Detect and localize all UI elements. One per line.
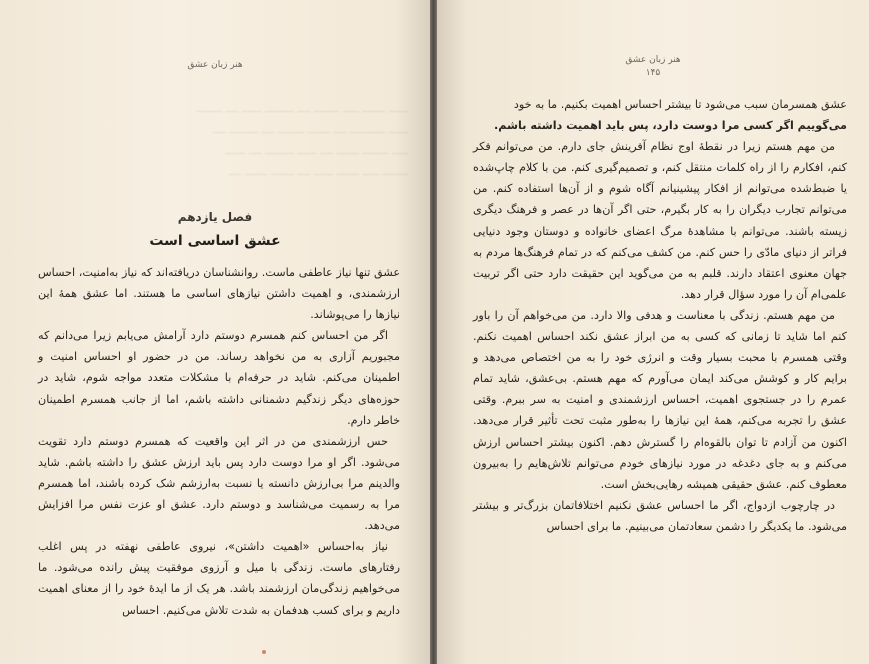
left-paragraph: نیاز به‌احساس «اهمیت داشتن»، نیروی عاطفی نهفته در پس اغلب رفتارهای ماست. زندگی با میل و آرزوی موفقیت پیش رانده می‌شود. ما می‌خواهیم زندگی‌مان ارزشمند باشد. هر یک از ما ایدهٔ خود را از معنای اهمیت داریم و برای کسب هدفمان به شدت تلاش می‌کنیم. احساس: [38, 540, 400, 617]
right-page: [437, 0, 869, 664]
chapter-title: عشق اساسی است: [149, 233, 281, 249]
right-paragraph: در چارچوب ازدواج، اگر ما احساس عشق نکنیم اختلافاتمان بزرگ‌تر و بیشتر می‌شود. ما یکدیگر را دشمن سعادتمان می‌بینیم. ما برای احساس: [473, 498, 847, 533]
left-paragraph: عشق تنها نیاز عاطفی ماست. روانشناسان دریافته‌اند که نیاز به‌امنیت، احساس ارزشمندی، و اهمیت داشتن نیازهای اساسی ما هستند. اما عشق همهٔ این نیازها را می‌پوشاند.: [38, 266, 400, 322]
left-running-head: هنر زبان عشق: [187, 60, 243, 70]
chapter-label: فصل یازدهم: [177, 210, 253, 224]
right-paragraph: من مهم هستم زیرا در نقطهٔ اوج نظام آفرینش جای دارم. من می‌توانم فکر کنم، افکارم را از راه کلمات منتقل کنم، و تصمیم‌گیری کنم. من با کلام چاپ‌شده یا ضبط‌شده می‌توانم از افکار پیشینیانم آگاه شوم و از آن‌ها استفاده کنم. من می‌توانم تجارب دیگران را به کار بگیرم، حتی اگر آن‌ها در عصر و فرهنگ دیگری زیسته باشند. می‌توانم با مشاهدهٔ مرگ اعضای خانواده و دوستان وجود دنیایی فراتر از دنیای مادّی را حس کنم. من کشف می‌کنم که در تمام فرهنگ‌ها مردم به جهان معنوی اعتقاد دارند. قلبم به من می‌گوید این حقیقت دارد حتی اگر تربیت علمی‌ام آن را مورد سؤال قرار دهد.: [473, 140, 847, 301]
left-body-text: [38, 262, 400, 621]
left-page: [0, 0, 430, 664]
right-body-text: [473, 94, 847, 537]
left-paragraph: حس ارزشمندی من در اثر این واقعیت که همسرم دوستم دارد تقویت می‌شود. اگر او مرا دوست دارد پس باید ارزش عشق را داشته باشم. شاید والدینم مرا بی‌ارزش دانسته یا نسبت به‌ارزشم شک کرده باشند، اما همسرم مرا به رسمیت می‌شناسد و دوستم دارد. عشق او عزت نفس مرا افزایش می‌دهد.: [38, 434, 400, 533]
show-through-text: ــــــ ـــــــ ـــــ ــــــــ ــــ ـــــــــ ــــــ ــــ ــــــــ ــــــ ـــــــــــ ــــ ـــــــ ــــــــ ــــ ـــــــــ ــــ ـــــ ــــــــ ـــــــ ــــ ــــــ ـــــــــ ــــ ــــــ ــــــــ ـــــ ـــــــ ــــــ ــــ ـــــــ ـــــــ ــــ: [196, 102, 408, 178]
book-gutter: [430, 0, 437, 664]
right-paragraph: من مهم هستم. زندگی با معناست و هدفی والا دارد. من می‌خواهم آن را باور کنم اما شاید تا زمانی که کسی به من ابراز عشق نکند احساس اهمیت نکنم. وقتی همسرم با محبت بسیار وقت و انرژی خود را به من اختصاص می‌دهد و برایم کار و کوشش می‌کند ایمان می‌آورم که مهم هستم. بی‌عشق، شاید تمام عمرم را در جستجوی اهمیت، احساس ارزشمندی و امنیت به سر ببرم. وقتی عشق را تجربه می‌کنم، همهٔ این نیازها را به‌طور مثبت تحت تأثیر قرار می‌دهد. اکنون من آزادم تا توان بالقوه‌ام را گسترش دهم. اکنون بیشتر احساس ارزش می‌کنم و به جای دغدغه در مورد نیازهای خودم می‌توانم تلاش‌هایم را به‌بیرون معطوف کنم. عشق حقیقی همیشه رهایی‌بخش است.: [473, 308, 847, 491]
right-bold-sentence: می‌گوییم اگر کسی مرا دوست دارد، پس باید اهمیت داشته باشم.: [494, 119, 847, 133]
page-speck: [262, 650, 266, 654]
left-paragraph: اگر من احساس کنم همسرم دوستم دارد آرامش می‌یابم زیرا می‌دانم که مجبوریم آزاری به من نخواهد رساند. من در حضور او احساس امنیت و اطمینان می‌کنم. شاید در حرفه‌ام با مشکلات متعدد مواجه شوم، شاید در حوزه‌های دیگر زندگیم دشمنانی داشته باشم، اما از جانب همسرم اطمینان خاطر دارم.: [38, 329, 400, 427]
right-paragraph-start: عشق همسرمان سبب می‌شود تا بیشتر احساس اهمیت بکنیم. ما به خود: [513, 98, 847, 111]
right-running-head: هنر زبان عشق: [625, 55, 681, 65]
page-number: ۱۴۵: [645, 68, 661, 78]
